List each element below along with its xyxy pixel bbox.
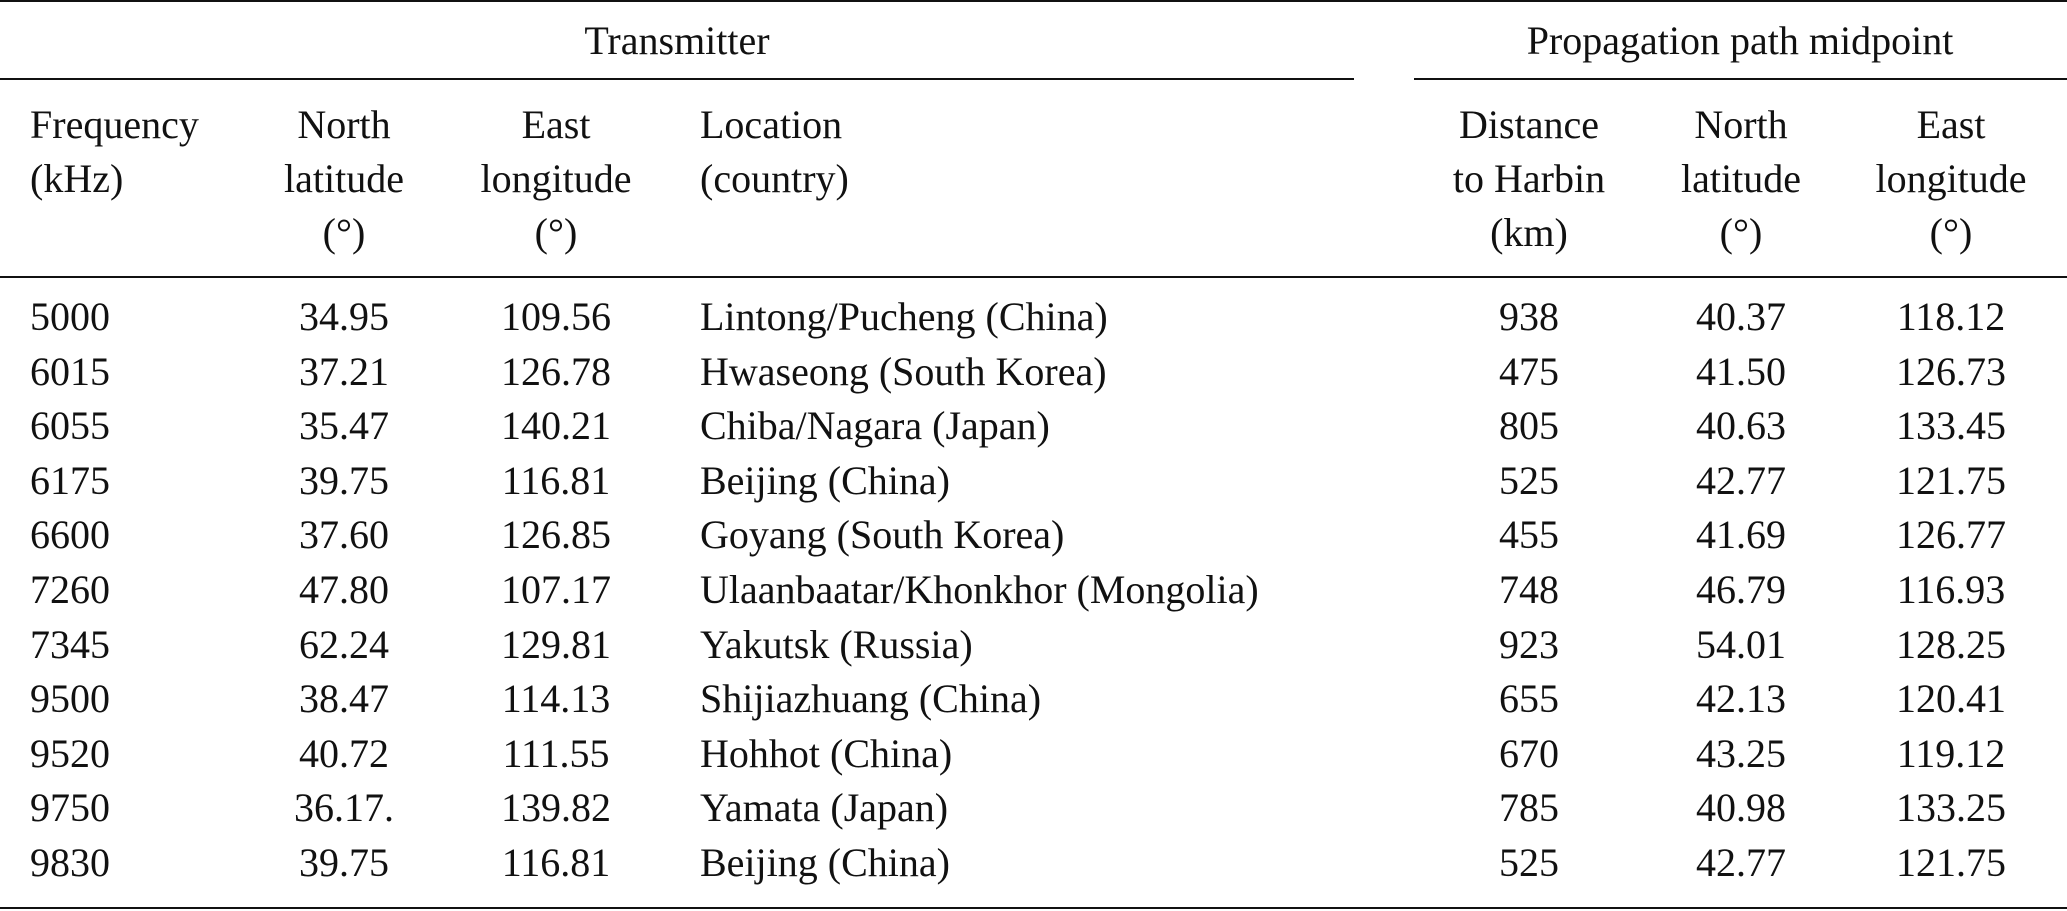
cell-midpoint-latitude: 43.25 bbox=[1696, 730, 1786, 776]
cell-midpoint-latitude: 40.63 bbox=[1696, 403, 1786, 449]
cell-distance: 655 bbox=[1499, 676, 1559, 722]
cell-location: Beijing (China) bbox=[700, 457, 950, 503]
cell-midpoint-latitude: 41.50 bbox=[1696, 348, 1786, 394]
cell-midpoint-longitude: 126.77 bbox=[1896, 512, 2006, 558]
header-mid-lon-line-2: longitude bbox=[1875, 156, 2027, 201]
header-distance-line-3: (km) bbox=[1490, 210, 1568, 255]
cell-transmitter-longitude: 140.21 bbox=[501, 403, 611, 449]
header-location-line-2: (country) bbox=[700, 156, 849, 201]
cell-distance: 938 bbox=[1499, 294, 1559, 339]
cell-midpoint-latitude: 40.37 bbox=[1696, 294, 1786, 339]
cell-transmitter-longitude: 111.55 bbox=[502, 730, 610, 776]
header-mid-lat-line-3: (°) bbox=[1719, 210, 1763, 255]
cell-midpoint-latitude: 42.13 bbox=[1696, 676, 1786, 722]
cell-transmitter-longitude: 116.81 bbox=[501, 840, 611, 885]
cell-midpoint-latitude: 42.77 bbox=[1696, 457, 1786, 503]
cell-location: Goyang (South Korea) bbox=[700, 512, 1065, 558]
header-mid-lon-line-3: (°) bbox=[1929, 210, 1973, 255]
cell-transmitter-longitude: 129.81 bbox=[501, 621, 611, 667]
header-mid-lat-line-2: latitude bbox=[1681, 156, 1801, 201]
cell-transmitter-longitude: 116.81 bbox=[501, 457, 611, 503]
header-distance-line-2: to Harbin bbox=[1452, 156, 1606, 201]
cell-distance: 455 bbox=[1499, 512, 1559, 558]
group-title-transmitter: Transmitter bbox=[584, 18, 770, 63]
cell-location: Chiba/Nagara (Japan) bbox=[700, 403, 1050, 449]
cell-location: Ulaanbaatar/Khonkhor (Mongolia) bbox=[700, 567, 1259, 612]
header-transmitter-latitude bbox=[284, 98, 404, 260]
cell-transmitter-latitude: 37.21 bbox=[299, 348, 389, 394]
cell-midpoint-longitude: 128.25 bbox=[1896, 621, 2006, 667]
cell-frequency: 9500 bbox=[30, 676, 110, 722]
cell-transmitter-longitude: 139.82 bbox=[501, 785, 611, 831]
cell-location: Shijiazhuang (China) bbox=[700, 676, 1042, 722]
cell-transmitter-latitude: 35.47 bbox=[299, 403, 389, 449]
header-rule bbox=[0, 276, 2067, 278]
cell-midpoint-longitude: 121.75 bbox=[1896, 840, 2006, 885]
header-location-line-1: Location bbox=[700, 102, 843, 147]
cell-midpoint-longitude: 118.12 bbox=[1896, 294, 2006, 339]
cell-distance: 805 bbox=[1499, 403, 1559, 449]
cell-distance: 525 bbox=[1499, 840, 1559, 885]
cell-frequency: 6600 bbox=[30, 512, 110, 558]
header-frequency bbox=[30, 98, 199, 206]
cell-transmitter-longitude: 114.13 bbox=[501, 676, 611, 722]
cell-location: Hohhot (China) bbox=[700, 730, 953, 776]
cell-frequency: 9520 bbox=[30, 730, 110, 776]
header-distance bbox=[1453, 98, 1605, 260]
cell-midpoint-latitude: 42.77 bbox=[1696, 840, 1786, 885]
cell-distance: 923 bbox=[1499, 621, 1559, 667]
cell-midpoint-longitude: 116.93 bbox=[1896, 567, 2006, 612]
cell-transmitter-latitude: 34.95 bbox=[299, 294, 389, 339]
header-midpoint-longitude bbox=[1875, 98, 2026, 260]
header-tx-lon-line-1: East bbox=[521, 102, 591, 147]
cell-transmitter-latitude: 36.17. bbox=[294, 785, 394, 831]
cell-location: Lintong/Pucheng (China) bbox=[700, 294, 1108, 339]
cell-location: Yamata (Japan) bbox=[700, 785, 949, 831]
header-tx-lon-line-3: (°) bbox=[534, 210, 578, 255]
header-midpoint-latitude bbox=[1681, 98, 1801, 260]
cell-transmitter-longitude: 109.56 bbox=[501, 294, 611, 339]
cell-midpoint-latitude: 41.69 bbox=[1696, 512, 1786, 558]
cell-midpoint-latitude: 46.79 bbox=[1696, 567, 1786, 612]
cell-transmitter-latitude: 47.80 bbox=[299, 567, 389, 612]
header-tx-lon-line-2: longitude bbox=[480, 156, 632, 201]
cell-midpoint-longitude: 119.12 bbox=[1896, 730, 2006, 776]
cell-frequency: 5000 bbox=[30, 294, 110, 339]
cell-midpoint-longitude: 133.25 bbox=[1896, 785, 2006, 831]
cell-frequency: 6055 bbox=[30, 403, 110, 449]
cell-transmitter-latitude: 40.72 bbox=[299, 730, 389, 776]
cell-transmitter-latitude: 39.75 bbox=[299, 840, 389, 885]
cell-distance: 525 bbox=[1499, 457, 1559, 503]
cell-frequency: 9750 bbox=[30, 785, 110, 831]
header-mid-lat-line-1: North bbox=[1694, 102, 1788, 147]
cell-transmitter-latitude: 62.24 bbox=[299, 621, 389, 667]
cell-transmitter-latitude: 37.60 bbox=[299, 512, 389, 558]
header-mid-lon-line-1: East bbox=[1916, 102, 1986, 147]
cell-midpoint-longitude: 120.41 bbox=[1896, 676, 2006, 722]
cell-distance: 670 bbox=[1499, 730, 1559, 776]
cell-frequency: 9830 bbox=[30, 840, 110, 885]
cell-distance: 785 bbox=[1499, 785, 1559, 831]
cell-location: Yakutsk (Russia) bbox=[700, 621, 973, 667]
header-tx-lat-line-3: (°) bbox=[322, 210, 366, 255]
header-tx-lat-line-1: North bbox=[297, 102, 391, 147]
cell-midpoint-longitude: 121.75 bbox=[1896, 457, 2006, 503]
header-frequency-line-1: Frequency bbox=[30, 102, 199, 147]
cell-transmitter-longitude: 126.85 bbox=[501, 512, 611, 558]
cell-frequency: 7345 bbox=[30, 621, 110, 667]
midpoint-group-rule bbox=[1414, 78, 2067, 80]
cell-location: Hwaseong (South Korea) bbox=[700, 348, 1107, 394]
cell-transmitter-longitude: 126.78 bbox=[501, 348, 611, 394]
top-rule bbox=[0, 0, 2067, 2]
cell-midpoint-longitude: 126.73 bbox=[1896, 348, 2006, 394]
cell-frequency: 7260 bbox=[30, 567, 110, 612]
header-distance-line-1: Distance bbox=[1459, 102, 1599, 147]
cell-frequency: 6175 bbox=[30, 457, 110, 503]
cell-location: Beijing (China) bbox=[700, 840, 950, 885]
transmitter-group-rule bbox=[0, 78, 1354, 80]
header-tx-lat-line-2: latitude bbox=[284, 156, 404, 201]
bottom-rule bbox=[0, 907, 2067, 909]
group-title-midpoint: Propagation path midpoint bbox=[1526, 18, 1954, 63]
cell-frequency: 6015 bbox=[30, 348, 110, 394]
cell-midpoint-latitude: 40.98 bbox=[1696, 785, 1786, 831]
cell-transmitter-latitude: 38.47 bbox=[299, 676, 389, 722]
cell-distance: 748 bbox=[1499, 567, 1559, 612]
cell-midpoint-latitude: 54.01 bbox=[1696, 621, 1786, 667]
cell-transmitter-longitude: 107.17 bbox=[501, 567, 611, 612]
header-transmitter-longitude bbox=[480, 98, 631, 260]
cell-transmitter-latitude: 39.75 bbox=[299, 457, 389, 503]
header-location bbox=[700, 98, 849, 206]
header-frequency-line-2: (kHz) bbox=[30, 156, 124, 201]
cell-distance: 475 bbox=[1499, 348, 1559, 394]
cell-midpoint-longitude: 133.45 bbox=[1896, 403, 2006, 449]
